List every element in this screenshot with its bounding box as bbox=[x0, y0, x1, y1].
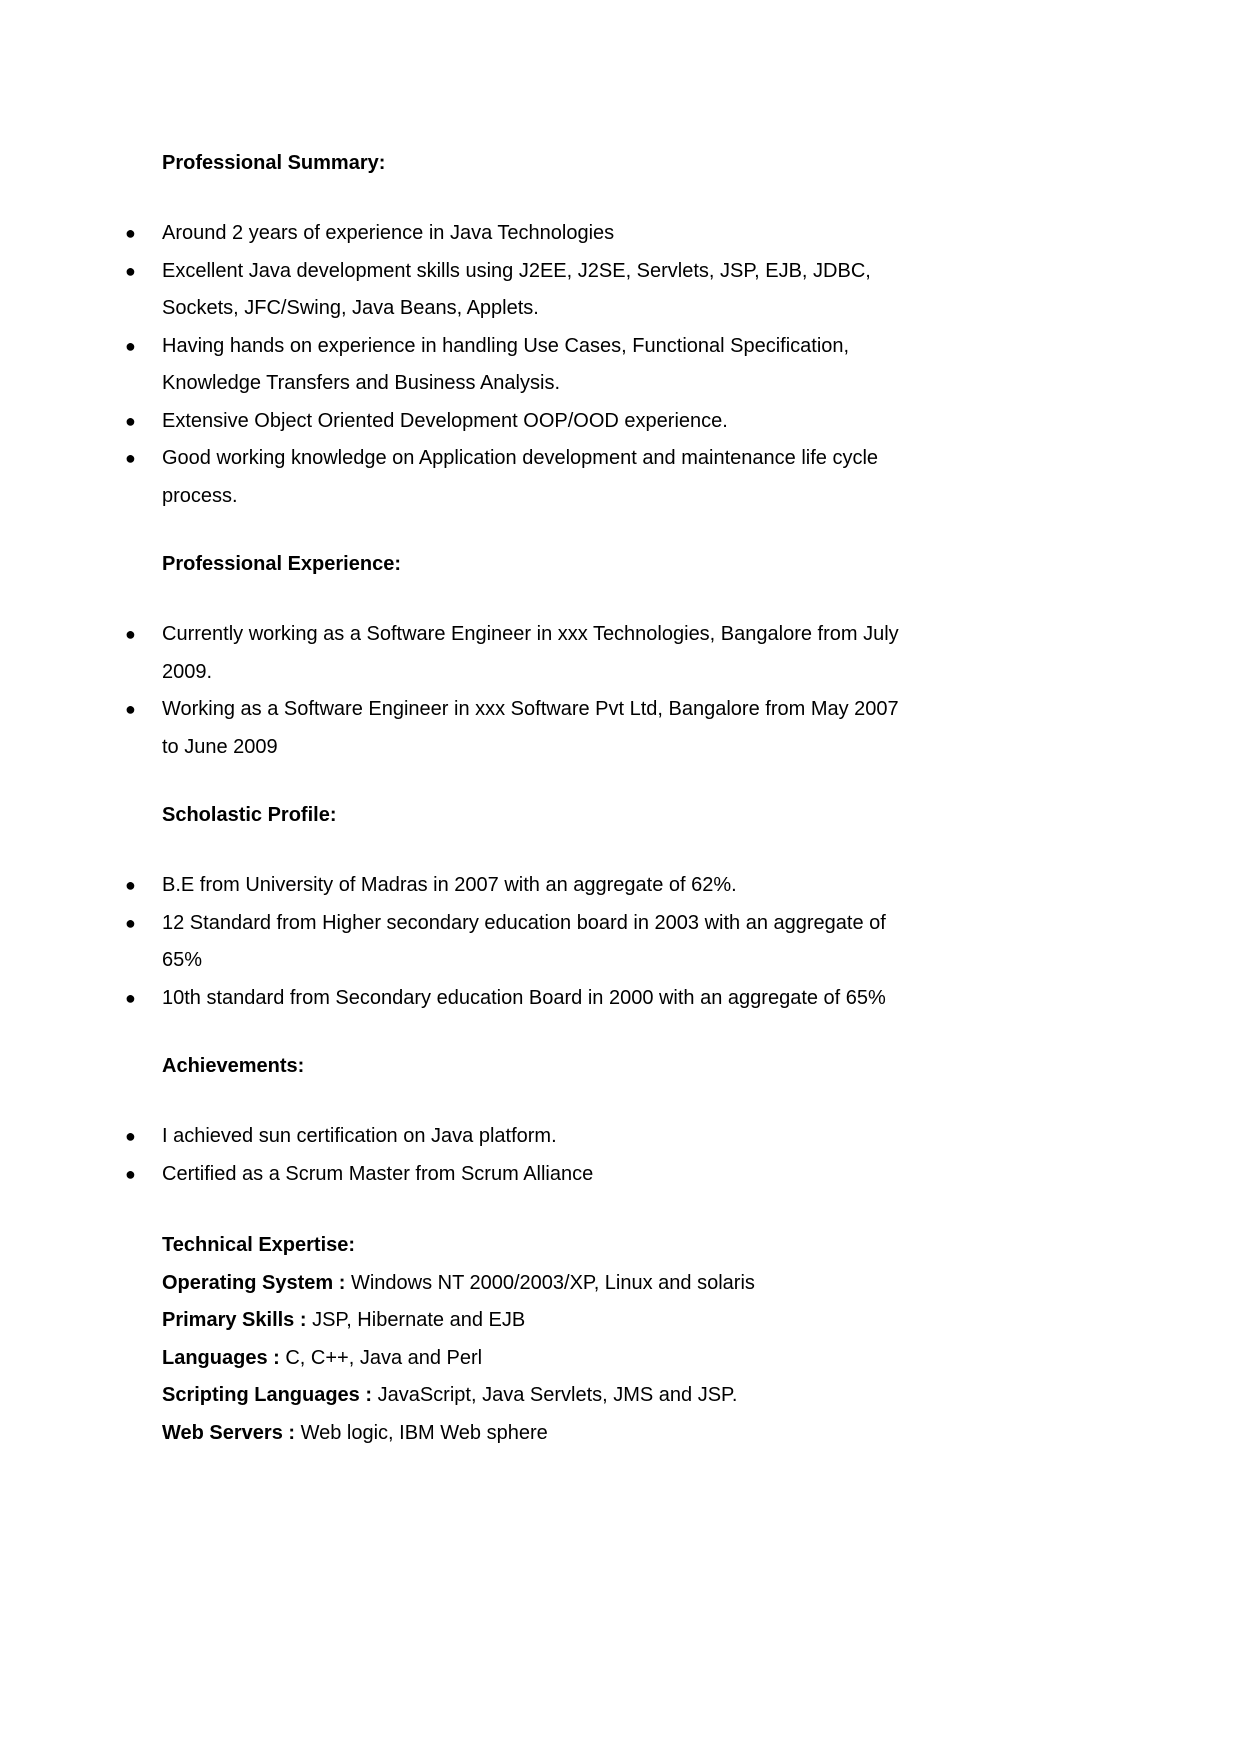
scholastic-profile-section bbox=[125, 800, 962, 1017]
list-item-continuation: Sockets, JFC/Swing, Java Beans, Applets. bbox=[162, 297, 539, 319]
list-item: ● Currently working as a Software Engineer in xxx Technologies, Bangalore from July bbox=[162, 616, 962, 654]
expertise-label: Web Servers : bbox=[162, 1421, 296, 1444]
professional-summary-section bbox=[125, 148, 962, 515]
expertise-row-languages bbox=[162, 1340, 962, 1378]
bullet-icon: ● bbox=[125, 1126, 136, 1146]
list-item: ● 10th standard from Secondary education Board in 2000 with an aggregate of 65% bbox=[162, 980, 962, 1018]
expertise-row-scripting-languages bbox=[162, 1377, 962, 1415]
bullet-icon: ● bbox=[125, 335, 136, 356]
bullet-list bbox=[125, 867, 962, 1017]
list-item: ● Certified as a Scrum Master from Scrum Alliance bbox=[162, 1156, 962, 1194]
bullet-icon: ● bbox=[125, 223, 136, 243]
bullet-icon: ● bbox=[125, 912, 136, 933]
list-item: ● Good working knowledge on Application development and maintenance life cycle bbox=[162, 440, 962, 478]
bullet-icon: ● bbox=[125, 875, 136, 895]
list-item: ● Having hands on experience in handling Use Cases, Functional Specification, bbox=[162, 328, 962, 366]
list-item: ● B.E from University of Madras in 2007 with an aggregate of 62%. bbox=[162, 867, 962, 905]
bullet-list bbox=[125, 1118, 962, 1193]
list-item: ● Around 2 years of experience in Java Technologies bbox=[162, 215, 962, 253]
expertise-row-web-servers bbox=[162, 1415, 962, 1453]
expertise-value: JSP, Hibernate and EJB bbox=[306, 1309, 526, 1331]
bullet-icon: ● bbox=[125, 987, 136, 1008]
professional-experience-section bbox=[125, 549, 962, 766]
list-item-continuation: process. bbox=[162, 484, 238, 507]
bullet-icon: ● bbox=[125, 448, 136, 468]
bullet-icon: ● bbox=[125, 410, 136, 431]
list-item: ● Working as a Software Engineer in xxx Software Pvt Ltd, Bangalore from May 2007 bbox=[162, 691, 962, 729]
list-item-continuation: Knowledge Transfers and Business Analysis. bbox=[162, 372, 560, 394]
technical-expertise-section bbox=[162, 1227, 962, 1452]
expertise-label: Operating System : bbox=[162, 1271, 346, 1294]
list-item: ● 12 Standard from Higher secondary education board in 2003 with an aggregate of bbox=[162, 905, 962, 943]
section-heading: Scholastic Profile: bbox=[162, 804, 337, 826]
expertise-row-primary-skills bbox=[162, 1302, 962, 1340]
bullet-list bbox=[125, 616, 962, 766]
list-item-continuation: 2009. bbox=[162, 660, 213, 683]
bullet-icon: ● bbox=[125, 699, 136, 719]
expertise-value: Web logic, IBM Web sphere bbox=[295, 1421, 548, 1444]
expertise-value: C, C++, Java and Perl bbox=[279, 1346, 483, 1369]
bullet-icon: ● bbox=[125, 624, 136, 644]
bullet-icon: ● bbox=[125, 1163, 136, 1184]
bullet-list bbox=[125, 215, 962, 515]
section-heading: Professional Summary: bbox=[162, 152, 386, 174]
achievements-section bbox=[125, 1051, 962, 1193]
list-item: ● I achieved sun certification on Java platform. bbox=[162, 1118, 962, 1156]
list-item-continuation: to June 2009 bbox=[162, 735, 278, 758]
list-item-continuation: 65% bbox=[162, 949, 203, 971]
expertise-label: Scripting Languages : bbox=[162, 1384, 373, 1406]
expertise-value: Windows NT 2000/2003/XP, Linux and solaris bbox=[345, 1271, 755, 1294]
bullet-icon: ● bbox=[125, 260, 136, 281]
list-item: ● Extensive Object Oriented Development OOP/OOD experience. bbox=[162, 403, 962, 441]
expertise-value: JavaScript, Java Servlets, JMS and JSP. bbox=[372, 1384, 738, 1406]
expertise-row-operating-system bbox=[162, 1265, 962, 1303]
expertise-label: Languages : bbox=[162, 1346, 280, 1369]
list-item: ● Excellent Java development skills using J2EE, J2SE, Servlets, JSP, EJB, JDBC, bbox=[162, 253, 962, 291]
resume-content bbox=[125, 148, 962, 1452]
expertise-label: Primary Skills : bbox=[162, 1309, 307, 1331]
section-heading: Professional Experience: bbox=[162, 553, 401, 575]
section-heading: Achievements: bbox=[162, 1055, 305, 1077]
section-heading: Technical Expertise: bbox=[162, 1234, 356, 1256]
